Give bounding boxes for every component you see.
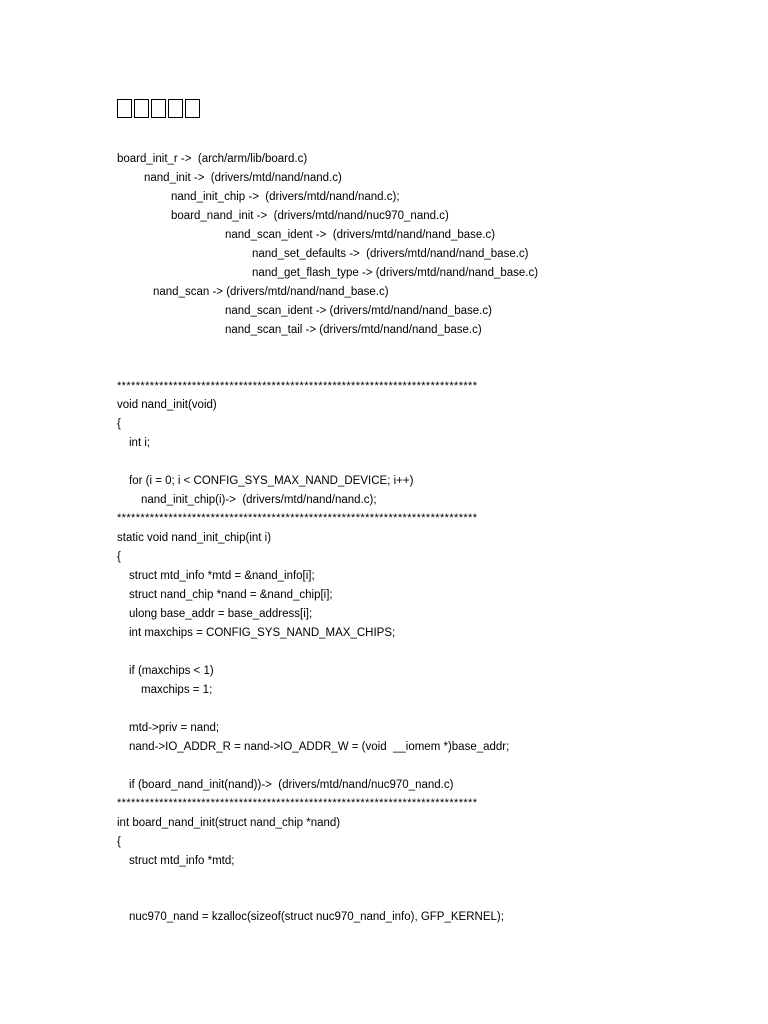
call-chain-line: nand_scan -> (drivers/mtd/nand/nand_base.c) bbox=[153, 286, 389, 298]
code-line: int board_nand_init(struct nand_chip *nand) bbox=[117, 817, 341, 829]
separator: ***************************************************************************** bbox=[117, 380, 478, 392]
code-line: struct nand_chip *nand = &nand_chip[i]; bbox=[129, 589, 333, 601]
code-line: int maxchips = CONFIG_SYS_NAND_MAX_CHIPS; bbox=[129, 627, 396, 639]
call-chain-line: nand_init_chip -> (drivers/mtd/nand/nand.c); bbox=[171, 191, 400, 203]
missing-glyph-icon bbox=[134, 99, 149, 118]
call-chain-line: nand_init -> (drivers/mtd/nand/nand.c) bbox=[144, 172, 342, 184]
call-chain-line: nand_scan_ident -> (drivers/mtd/nand/nand_base.c) bbox=[225, 305, 492, 317]
code-line: struct mtd_info *mtd = &nand_info[i]; bbox=[129, 570, 315, 582]
call-chain-line: nand_scan_ident -> (drivers/mtd/nand/nand_base.c) bbox=[225, 229, 496, 241]
code-line: mtd->priv = nand; bbox=[129, 722, 220, 734]
code-line: struct mtd_info *mtd; bbox=[129, 855, 235, 867]
code-line: int i; bbox=[129, 437, 151, 449]
missing-glyph-icon bbox=[151, 99, 166, 118]
code-line: maxchips = 1; bbox=[141, 684, 213, 696]
code-line: static void nand_init_chip(int i) bbox=[117, 532, 272, 544]
code-line: for (i = 0; i < CONFIG_SYS_MAX_NAND_DEVICE; i++) bbox=[129, 475, 414, 487]
code-line: nuc970_nand = kzalloc(sizeof(struct nuc970_nand_info), GFP_KERNEL); bbox=[129, 911, 504, 923]
code-line: { bbox=[117, 836, 121, 848]
code-line: if (board_nand_init(nand))-> (drivers/mtd/nand/nuc970_nand.c) bbox=[129, 779, 454, 791]
call-chain-line: nand_get_flash_type -> (drivers/mtd/nand/nand_base.c) bbox=[252, 267, 539, 279]
separator: ***************************************************************************** bbox=[117, 797, 478, 809]
missing-glyph-icon bbox=[185, 99, 200, 118]
call-chain-line: nand_set_defaults -> (drivers/mtd/nand/nand_base.c) bbox=[252, 248, 529, 260]
call-chain-line: board_nand_init -> (drivers/mtd/nand/nuc970_nand.c) bbox=[171, 210, 449, 222]
code-line: ulong base_addr = base_address[i]; bbox=[129, 608, 313, 620]
code-line: void nand_init(void) bbox=[117, 399, 217, 411]
call-chain-line: board_init_r -> (arch/arm/lib/board.c) bbox=[117, 153, 308, 165]
missing-glyph-icon bbox=[117, 99, 132, 118]
page-title bbox=[117, 99, 200, 118]
code-line: nand_init_chip(i)-> (drivers/mtd/nand/nand.c); bbox=[141, 494, 377, 506]
missing-glyph-icon bbox=[168, 99, 183, 118]
code-line: nand->IO_ADDR_R = nand->IO_ADDR_W = (void __iomem *)base_addr; bbox=[129, 741, 510, 753]
code-line: { bbox=[117, 418, 121, 430]
call-chain-line: nand_scan_tail -> (drivers/mtd/nand/nand_base.c) bbox=[225, 324, 482, 336]
separator: ***************************************************************************** bbox=[117, 512, 478, 524]
code-line: { bbox=[117, 551, 121, 563]
code-line: if (maxchips < 1) bbox=[129, 665, 214, 677]
